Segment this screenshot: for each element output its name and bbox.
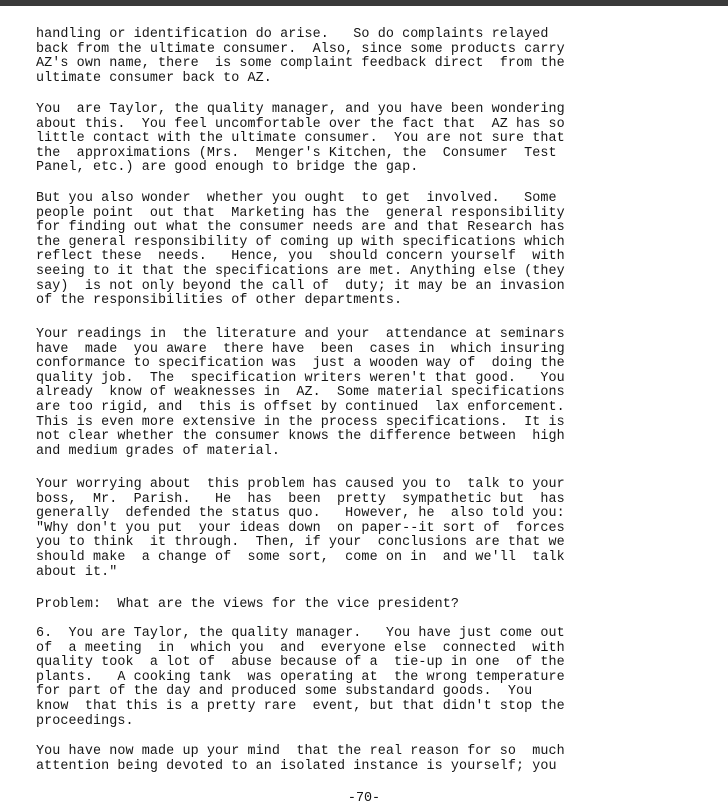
paragraph-worrying: Your worrying about this problem has caused you to talk to your boss, Mr. Parish. He has been pretty sympathetic but has generally defended the status quo. However, he also told you: "Why don't you put your ideas down on paper--it sort of forces you to think it through. Then, if your conclusions are that we should make a change of some sort, come on in and we'll talk about it." [36, 477, 565, 580]
paragraph-readings: Your readings in the literature and your attendance at seminars have made you aware there have been cases in which insuring conformance to specification was just a wooden way of doing the quality job. The specification writers weren't that good. You already know of weaknesses in AZ. Some material specifications are too rigid, and this is offset by continued lax enforcement. This is even more extensive in the process specifications. It is not clear whether the consumer knows the difference between high and medium grades of material. [36, 327, 565, 459]
page-number: -70- [347, 791, 381, 806]
paragraph-item-6: 6. You are Taylor, the quality manager. You have just come out of a meeting in which you and everyone else connected with quality took a lot of abuse because of a tie-up in one of the plants. A cooking tank was operating at the wrong temperature for part of the day and produced some substandard goods. You know that this is a pretty rare event, but that didn't stop the proceedings. [36, 626, 565, 729]
paragraph-taylor-wondering: You are Taylor, the quality manager, and you have been wondering about this. You feel uncomfortable over the fact that AZ has so little contact with the ultimate consumer. You are not sure that the approximations (Mrs. Menger's Kitchen, the Consumer Test Panel, etc.) are good enough to bridge the gap. [36, 102, 565, 176]
paragraph-responsibility: But you also wonder whether you ought to get involved. Some people point out that Marketing has the general responsibility for finding out what the consumer needs are and that Research has the general responsibility of coming up with specifications which reflect these needs. Hence, you should concern yourself with seeing to it that the specifications are met. Anything else (they say) is not only beyond the call of duty; it may be an invasion of the responsibilities of other departments. [36, 191, 565, 309]
top-border-rule [0, 0, 728, 6]
paragraph-made-up-mind: You have now made up your mind that the real reason for so much attention being devoted to an isolated instance is yourself; you [36, 744, 565, 774]
paragraph-complaints-relayed: handling or identification do arise. So do complaints relayed back from the ultimate consumer. Also, since some products carry AZ's own name, there is some complaint feedback direct from the ultimate consumer back to AZ. [36, 27, 565, 86]
problem-statement: Problem: What are the views for the vice president? [36, 597, 460, 612]
